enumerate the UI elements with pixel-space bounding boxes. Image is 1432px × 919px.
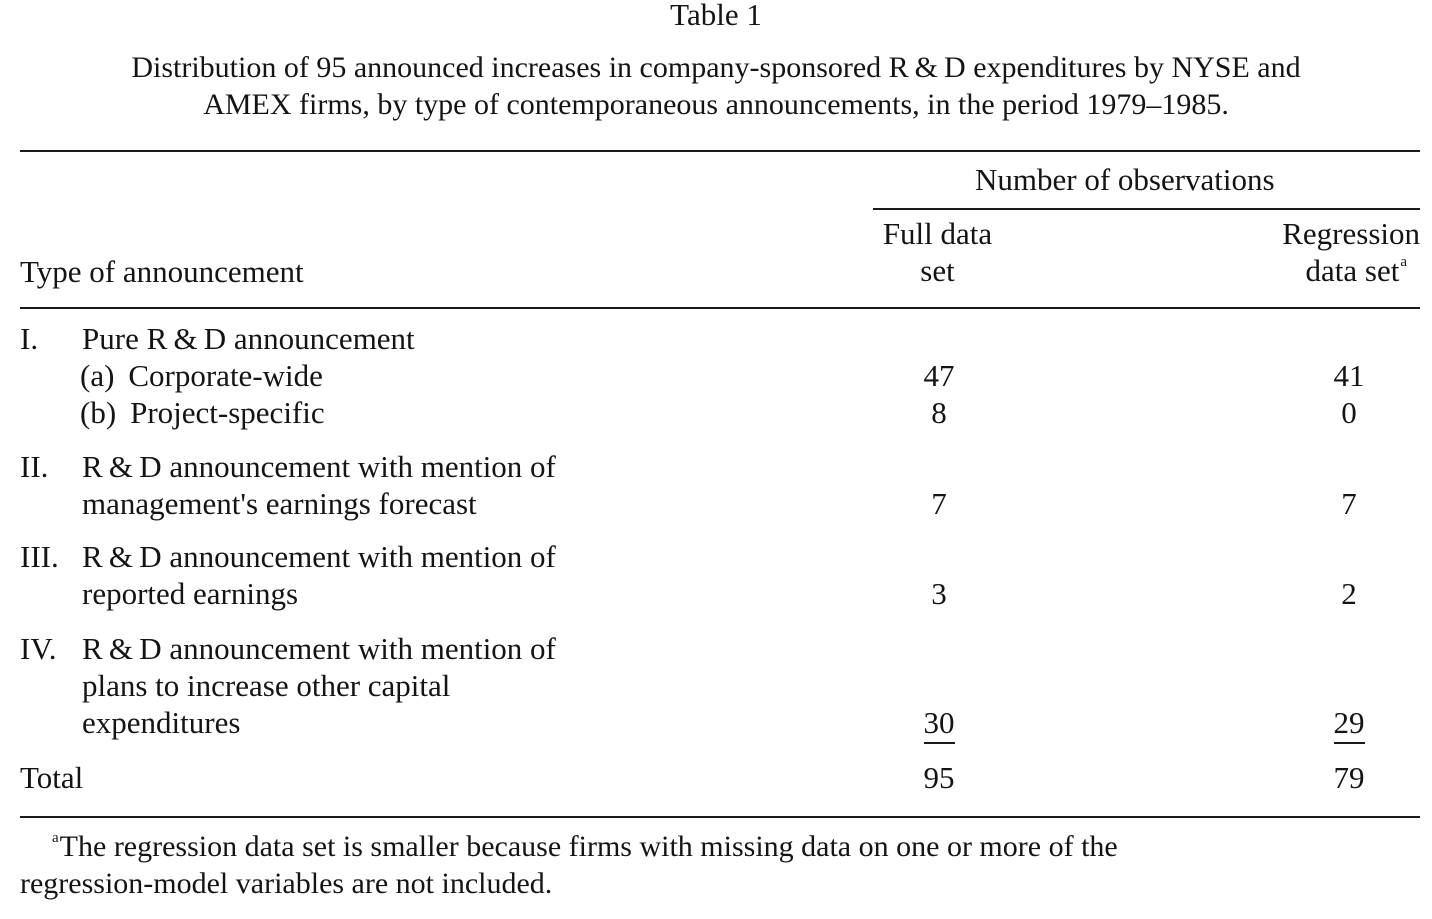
row-ia-label: (a) Corporate-wide <box>80 358 323 393</box>
row-ib-regression: 0 <box>1341 395 1357 430</box>
total-label: Total <box>20 760 84 795</box>
table-caption-line-1: Distribution of 95 announced increases in company-sponsored R & D expenditures by NYSE and <box>131 51 1301 84</box>
col-header-full-line-2: set <box>920 253 955 288</box>
top-rule <box>20 150 1420 152</box>
row-iii-label-line-2: reported earnings <box>82 576 299 611</box>
footnote-marker: a <box>52 830 59 846</box>
bottom-rule <box>20 816 1420 818</box>
row-iv-label-line-1: R & D announcement with mention of <box>82 631 556 666</box>
row-iv-full-cell <box>899 705 979 744</box>
row-iv-regression-cell <box>1309 705 1389 744</box>
row-iv-label-line-3: expenditures <box>82 705 241 740</box>
row-iii-numeral: III. <box>20 539 59 574</box>
table-caption-line-2: AMEX firms, by type of contemporaneous announcements, in the period 1979–1985. <box>203 88 1229 121</box>
row-ia-full: 47 <box>923 358 955 393</box>
row-ib-full: 8 <box>931 395 947 430</box>
footnote-line-1 <box>52 830 1118 864</box>
row-ii-label-line-2: management's earnings forecast <box>82 486 477 521</box>
col-header-full-line-1: Full data <box>882 216 993 251</box>
row-i-numeral: I. <box>20 321 39 356</box>
col-header-regression-text: data set <box>1305 253 1400 288</box>
row-iii-regression: 2 <box>1341 576 1357 611</box>
row-iv-label-line-2: plans to increase other capital <box>82 668 451 703</box>
col-header-regression-line-2 <box>1306 253 1408 289</box>
row-ia-regression: 41 <box>1333 358 1365 393</box>
group-header: Number of observations <box>975 162 1275 197</box>
row-iii-full: 3 <box>931 576 947 611</box>
total-full: 95 <box>923 760 955 795</box>
row-ii-regression: 7 <box>1341 486 1357 521</box>
row-iv-regression: 29 <box>1334 707 1365 744</box>
row-i-label: Pure R & D announcement <box>82 321 415 356</box>
footnote-line-2: regression-model variables are not included. <box>20 867 553 900</box>
row-iv-numeral: IV. <box>20 631 57 666</box>
row-ii-label-line-1: R & D announcement with mention of <box>82 449 556 484</box>
row-ii-numeral: II. <box>20 449 49 484</box>
row-iii-label-line-1: R & D announcement with mention of <box>82 539 556 574</box>
table-label: Table 1 <box>670 0 762 32</box>
row-ib-label: (b) Project-specific <box>80 395 325 430</box>
header-rule <box>20 307 1420 309</box>
col-header-regression-line-1: Regression <box>1282 216 1420 251</box>
group-header-rule <box>873 208 1420 210</box>
row-ii-full: 7 <box>931 486 947 521</box>
footnote-text-1: The regression data set is smaller because firms with missing data on one or more of the <box>59 830 1118 863</box>
stub-header: Type of announcement <box>20 254 304 289</box>
footnote-marker-ref: a <box>1400 254 1407 270</box>
total-regression: 79 <box>1333 760 1365 795</box>
row-iv-full: 30 <box>924 707 955 744</box>
